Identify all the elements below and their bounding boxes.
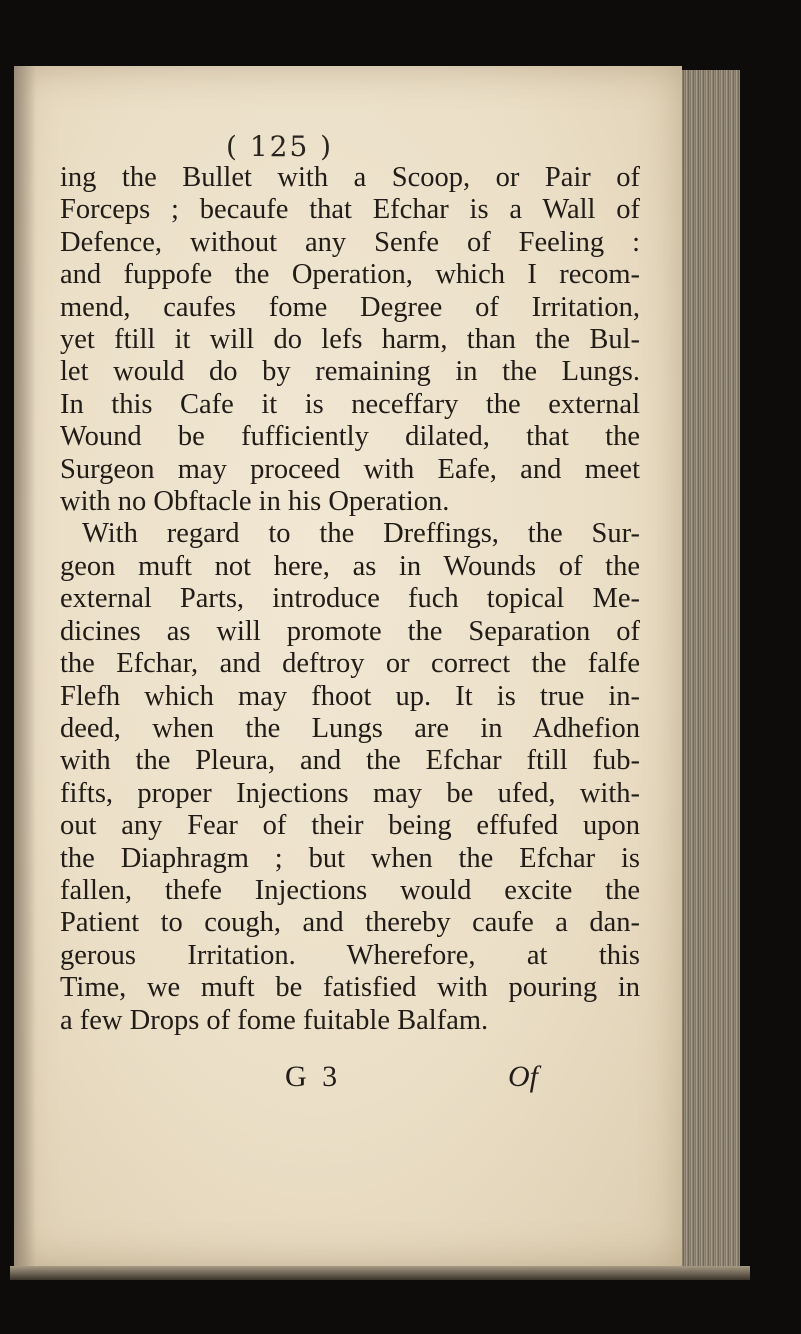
text-line: mend, caufes fome Degree of Irritation, [60, 291, 640, 323]
text-line: with no Obftacle in his Operation. [60, 486, 450, 518]
body-text [60, 162, 640, 1037]
text-line: Defence, without any Senfe of Feeling : [60, 226, 640, 258]
text-line: let would do by remaining in the Lungs. [60, 356, 640, 388]
text-line: ing the Bullet with a Scoop, or Pair of [60, 162, 640, 193]
text-line: Patient to cough, and thereby caufe a dan- [60, 907, 640, 939]
text-line: geon muft not here, as in Wounds of the [60, 550, 640, 582]
text-line: With regard to the Dreffings, the Sur- [82, 518, 640, 550]
text-line: out any Fear of their being effufed upon [60, 810, 640, 842]
text-line: and fuppofe the Operation, which I recom- [60, 259, 640, 291]
text-line: the Efchar, and deftroy or correct the falfe [60, 648, 640, 680]
text-line: gerous Irritation. Wherefore, at this [60, 939, 640, 971]
text-line: Time, we muft be fatisfied with pouring in [60, 972, 640, 1004]
page-gutter-shadow [14, 66, 36, 1266]
text-line: a few Drops of fome fuitable Balfam. [60, 1004, 489, 1036]
text-line: Surgeon may proceed with Eafe, and meet [60, 453, 640, 485]
signature-mark: G 3 [285, 1060, 342, 1093]
text-line: the Diaphragm ; but when the Efchar is [60, 842, 640, 874]
text-line: Forceps ; becaufe that Efchar is a Wall of [60, 194, 640, 226]
text-line: fifts, proper Injections may be ufed, with- [60, 777, 640, 809]
text-line: fallen, thefe Injections would excite the [60, 874, 640, 906]
text-line: dicines as will promote the Separation of [60, 615, 640, 647]
page-number-header: ( 125 ) [226, 130, 334, 163]
text-line: yet ftill it will do lefs harm, than the Bul- [60, 324, 640, 356]
text-line: In this Cafe it is neceffary the external [60, 388, 640, 420]
book-bottom-edge [10, 1266, 750, 1280]
text-line: Wound be fufficiently dilated, that the [60, 421, 640, 453]
text-line: Flefh which may fhoot up. It is true in- [60, 680, 640, 712]
text-line: deed, when the Lungs are in Adhefion [60, 712, 640, 744]
text-line: with the Pleura, and the Efchar ftill fub- [60, 745, 640, 777]
catchword: Of [508, 1060, 538, 1093]
text-line: external Parts, introduce fuch topical Me- [60, 583, 640, 615]
